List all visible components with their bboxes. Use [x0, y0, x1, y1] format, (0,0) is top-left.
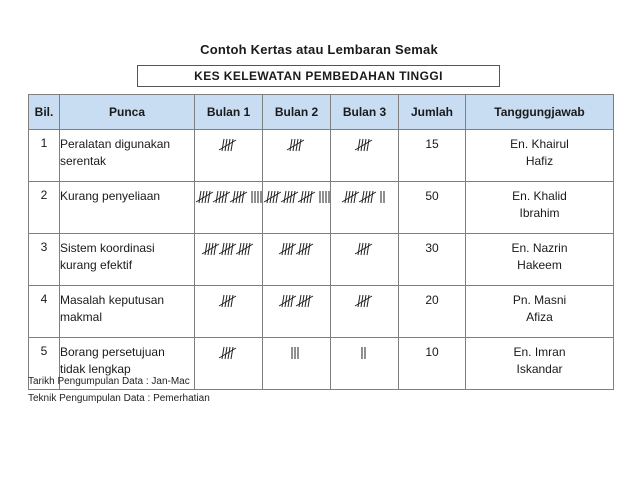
- header-punca: Punca: [60, 95, 195, 130]
- tanggungjawab-line: Hafiz: [525, 154, 554, 168]
- tally-group-icon: [286, 138, 307, 152]
- note-teknik: Teknik Pengumpulan Data : Pemerhatian: [28, 393, 210, 404]
- tally-group-icon: [278, 294, 316, 308]
- table-row: [29, 130, 614, 182]
- header-bil: Bil.: [29, 95, 60, 130]
- tanggungjawab-line: En. Imran: [513, 345, 566, 359]
- cell-bulan-2: [263, 182, 331, 234]
- tally-single-icon: [360, 346, 370, 360]
- cell-punca: [60, 130, 195, 182]
- tally-group-icon: [218, 346, 239, 360]
- punca-line: makmal: [60, 310, 103, 324]
- tanggungjawab-line: Ibrahim: [519, 206, 560, 220]
- punca-line: tidak lengkap: [60, 362, 131, 376]
- tally-marks: [263, 188, 334, 205]
- cell-jumlah: 50: [399, 182, 466, 234]
- header-jumlah: Jumlah: [399, 95, 466, 130]
- tally-marks: [201, 240, 256, 257]
- table-row: [29, 234, 614, 286]
- tally-group-icon: [354, 294, 375, 308]
- cell-bulan-3: [331, 130, 399, 182]
- tally-marks: [278, 292, 316, 309]
- punca-line: kurang efektif: [60, 258, 133, 272]
- cell-punca: [60, 286, 195, 338]
- cell-bulan-1: [195, 234, 263, 286]
- tally-group-icon: [354, 242, 375, 256]
- punca-line: Borang persetujuan: [60, 345, 165, 359]
- check-sheet-table: [28, 94, 614, 390]
- tally-marks: [354, 136, 375, 153]
- cell-bil: 5: [29, 338, 60, 390]
- punca-line: serentak: [60, 154, 107, 168]
- tally-marks: [341, 188, 389, 205]
- cell-punca: [60, 182, 195, 234]
- cell-bulan-3: [331, 286, 399, 338]
- tally-marks: [218, 136, 239, 153]
- cell-jumlah: 15: [399, 130, 466, 182]
- cell-bulan-1: [195, 130, 263, 182]
- tally-marks: [278, 240, 316, 257]
- punca-line: Sistem koordinasi: [60, 241, 155, 255]
- table-title-box: KES KELEWATAN PEMBEDAHAN TINGGI: [137, 65, 500, 87]
- punca-line: Kurang penyeliaan: [60, 189, 161, 203]
- tanggungjawab-line: Iskandar: [516, 362, 563, 376]
- cell-bulan-2: [263, 234, 331, 286]
- cell-bulan-3: [331, 234, 399, 286]
- cell-jumlah: 30: [399, 234, 466, 286]
- cell-jumlah: 10: [399, 338, 466, 390]
- cell-bulan-2: [263, 338, 331, 390]
- tanggungjawab-line: Hakeem: [517, 258, 562, 272]
- tanggungjawab-line: En. Khalid: [512, 189, 567, 203]
- tally-marks: [360, 344, 370, 361]
- cell-bil: 3: [29, 234, 60, 286]
- tally-group-icon: [201, 242, 256, 256]
- tally-marks: [218, 292, 239, 309]
- header-bulan-1: Bulan 1: [195, 95, 263, 130]
- cell-bulan-1: [195, 182, 263, 234]
- tally-group-icon: [218, 294, 239, 308]
- punca-line: Masalah keputusan: [60, 293, 165, 307]
- cell-bulan-1: [195, 286, 263, 338]
- header-bulan-3: Bulan 3: [331, 95, 399, 130]
- tally-marks: [354, 292, 375, 309]
- header-row: [29, 95, 614, 130]
- tally-marks: [286, 136, 307, 153]
- tally-group-icon: [195, 190, 250, 204]
- cell-tanggungjawab: [466, 182, 614, 234]
- tally-group-icon: [218, 138, 239, 152]
- tally-marks: [195, 188, 266, 205]
- header-tanggungjawab: Tanggungjawab: [466, 95, 614, 130]
- cell-bulan-3: [331, 338, 399, 390]
- tanggungjawab-line: En. Nazrin: [511, 241, 568, 255]
- punca-line: Peralatan digunakan: [60, 137, 171, 151]
- cell-bulan-2: [263, 130, 331, 182]
- table-row: [29, 286, 614, 338]
- header-bulan-2: Bulan 2: [263, 95, 331, 130]
- cell-jumlah: 20: [399, 286, 466, 338]
- cell-tanggungjawab: [466, 286, 614, 338]
- note-tarikh: Tarikh Pengumpulan Data : Jan-Mac: [28, 376, 190, 387]
- notes: [28, 373, 210, 407]
- tally-group-icon: [278, 242, 316, 256]
- cell-bil: 1: [29, 130, 60, 182]
- tanggungjawab-line: Pn. Masni: [512, 293, 567, 307]
- tanggungjawab-line: Afiza: [526, 310, 553, 324]
- tally-group-icon: [354, 138, 375, 152]
- cell-bil: 4: [29, 286, 60, 338]
- cell-bil: 2: [29, 182, 60, 234]
- tally-group-icon: [341, 190, 379, 204]
- tally-single-icon: [318, 190, 334, 204]
- tally-marks: [354, 240, 375, 257]
- cell-bulan-3: [331, 182, 399, 234]
- tally-single-icon: [379, 190, 389, 204]
- cell-punca: [60, 234, 195, 286]
- tanggungjawab-line: En. Khairul: [510, 137, 569, 151]
- tally-marks: [218, 344, 239, 361]
- tally-group-icon: [263, 190, 318, 204]
- tally-marks: [290, 344, 303, 361]
- page-title: Contoh Kertas atau Lembaran Semak: [200, 42, 438, 57]
- cell-tanggungjawab: [466, 130, 614, 182]
- cell-tanggungjawab: [466, 234, 614, 286]
- tally-single-icon: [290, 346, 303, 360]
- cell-bulan-2: [263, 286, 331, 338]
- table-row: [29, 182, 614, 234]
- cell-tanggungjawab: [466, 338, 614, 390]
